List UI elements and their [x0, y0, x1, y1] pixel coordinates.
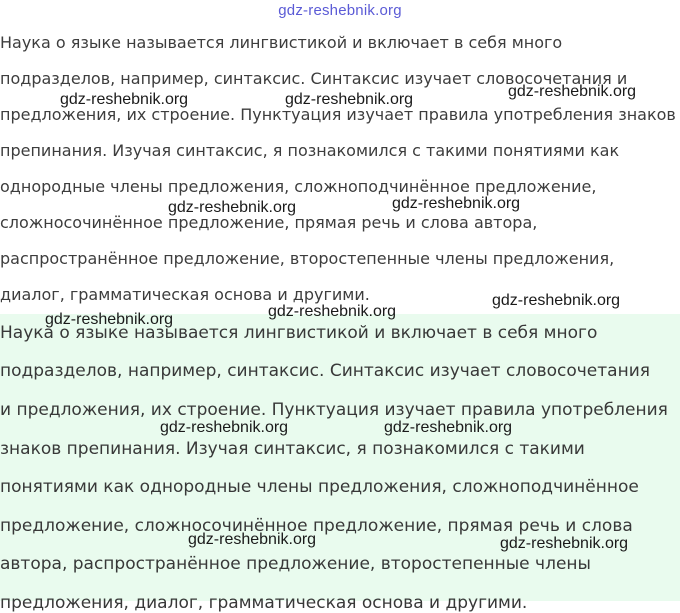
paragraph-line: однородные члены предложения, сложноподчинённое предложение,	[0, 177, 597, 196]
paragraph-line: предложения, их строение. Пунктуация изучает правила употребления знаков	[0, 105, 676, 124]
watermark: gdz-reshebnik.org	[45, 311, 174, 328]
watermark: gdz-reshebnik.org	[492, 292, 621, 309]
watermark: gdz-reshebnik.org	[268, 303, 397, 320]
paragraph-line: и предложения, их строение. Пунктуация изучает правила употребления	[0, 400, 668, 420]
paragraph-line: предложение, сложносочинённое предложение, прямая речь и слова	[0, 516, 633, 536]
watermark: gdz-reshebnik.org	[168, 199, 297, 216]
corrected-paragraph	[0, 314, 680, 613]
watermark: gdz-reshebnik.org	[392, 195, 521, 212]
watermark: gdz-reshebnik.org	[60, 91, 189, 108]
paragraph-line: подразделов, например, синтаксис. Синтаксис изучает словосочетания и	[0, 69, 628, 88]
paragraph-line: Наука о языке называется лингвистикой и включает в себя много	[0, 323, 598, 343]
paragraph-line: подразделов, например, синтаксис. Синтаксис изучает словосочетания	[0, 361, 650, 381]
paragraph-line: знаков препинания. Изучая синтаксис, я познакомился с такими	[0, 439, 585, 459]
paragraph-line: Наука о языке называется лингвистикой и включает в себя много	[0, 33, 563, 52]
watermark: gdz-reshebnik.org	[160, 419, 289, 436]
watermark: gdz-reshebnik.org	[384, 419, 513, 436]
paragraph-line: предложения, диалог, грамматическая основа и другими.	[0, 593, 528, 613]
paragraph-line: автора, распространённое предложение, второстепенные члены	[0, 554, 591, 574]
watermark: gdz-reshebnik.org	[500, 535, 629, 552]
watermark: gdz-reshebnik.org	[188, 531, 317, 548]
paragraph-line: диалог, грамматическая основа и другими.	[0, 285, 370, 304]
watermark: gdz-reshebnik.org	[285, 91, 414, 108]
header-watermark: gdz-reshebnik.org	[278, 2, 402, 19]
paragraph-line: распространённое предложение, второстепенные члены предложения,	[0, 249, 615, 268]
paragraph-line: сложносочинённое предложение, прямая речь и слова автора,	[0, 213, 538, 232]
paragraph-line: препинания. Изучая синтаксис, я познакомился с такими понятиями как	[0, 141, 620, 160]
paragraph-line: понятиями как однородные члены предложения, сложноподчинённое	[0, 477, 639, 497]
watermark: gdz-reshebnik.org	[508, 83, 637, 100]
